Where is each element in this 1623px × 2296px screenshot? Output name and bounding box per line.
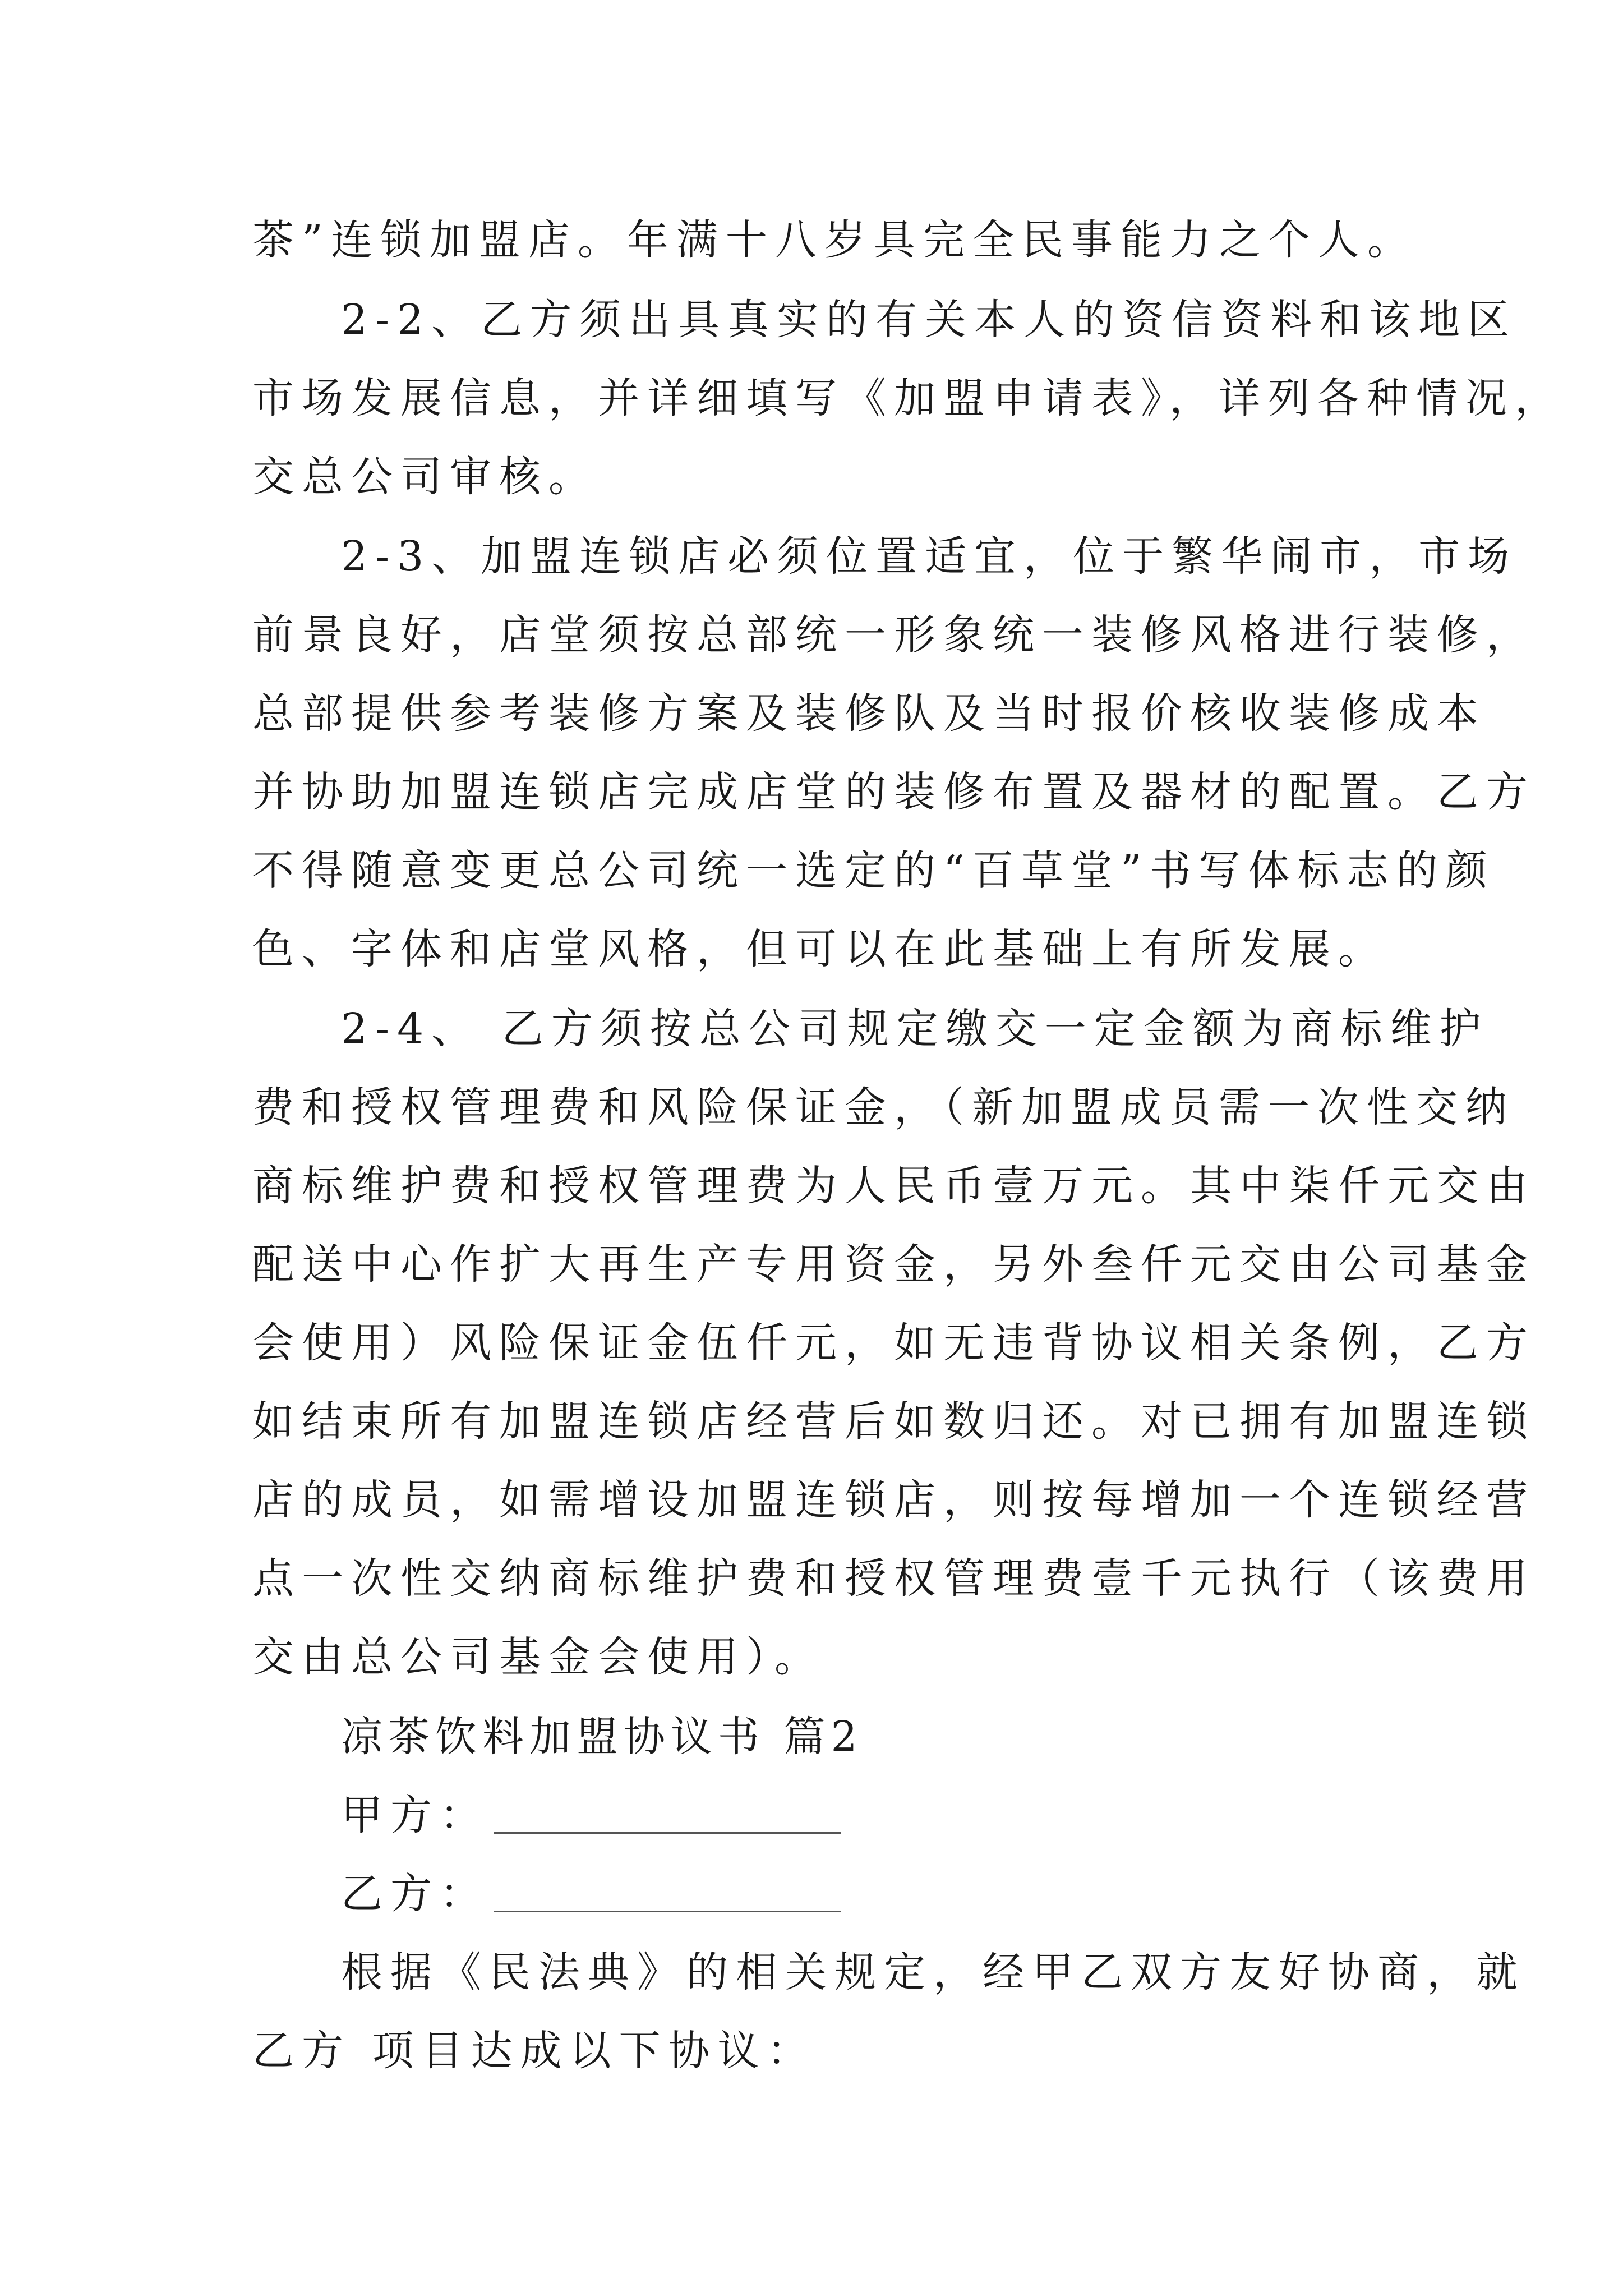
party-b-line — [341, 1866, 841, 1922]
clause-2-3-line: 2-3、加盟连锁店必须位置适宜，位于繁华闹市，市场 — [341, 532, 1518, 581]
text-line: 茶”连锁加盟店。年满十八岁具完全民事能力之个人。 — [252, 216, 1417, 264]
party-b-label: 乙方： — [341, 1870, 489, 1918]
text-line: 交由总公司基金会使用）。 — [252, 1633, 824, 1681]
text-line: 色、字体和店堂风格，但可以在此基础上有所发展。 — [252, 925, 1387, 973]
text-line: 市场发展信息，并详细填写《加盟申请表》，详列各种情况， — [252, 374, 1564, 422]
text-line: 不得随意变更总公司统一选定的“百草堂”书写体标志的颜 — [252, 846, 1495, 895]
party-a-line — [341, 1787, 841, 1843]
text-line: 费和授权管理费和风险保证金，（新加盟成员需一次性交纳 — [252, 1083, 1515, 1131]
text-line: 前景良好，店堂须按总部统一形象统一装修风格进行装修， — [252, 611, 1536, 659]
party-a-blank — [494, 1793, 841, 1834]
text-line: 交总公司审核。 — [252, 453, 598, 501]
text-line: 乙方 项目达成以下协议： — [252, 2027, 817, 2075]
text-line: 并协助加盟连锁店完成店堂的装修布置及器材的配置。乙方 — [252, 768, 1536, 816]
clause-2-2-line: 2-2、乙方须出具真实的有关本人的资信资料和该地区 — [341, 296, 1518, 344]
party-a-label: 甲方： — [341, 1791, 489, 1839]
text-line: 会使用）风险保证金伍仟元，如无违背协议相关条例，乙方 — [252, 1319, 1536, 1367]
party-b-blank — [494, 1871, 841, 1912]
text-line: 点一次性交纳商标维护费和授权管理费壹千元执行（该费用 — [252, 1554, 1536, 1603]
text-line: 店的成员，如需增设加盟连锁店，则按每增加一个连锁经营 — [252, 1476, 1536, 1524]
clause-2-4-line: 2-4、 乙方须按总公司规定缴交一定金额为商标维护 — [341, 1005, 1489, 1053]
text-line: 总部提供参考装修方案及装修队及当时报价核收装修成本 — [252, 689, 1486, 738]
text-line: 商标维护费和授权管理费为人民币壹万元。其中柒仟元交由 — [252, 1162, 1536, 1210]
text-line: 配送中心作扩大再生产专用资金，另外叁仟元交由公司基金 — [252, 1240, 1536, 1289]
text-line: 如结束所有加盟连锁店经营后如数归还。对已拥有加盟连锁 — [252, 1397, 1536, 1446]
text-line: 根据《民法典》的相关规定，经甲乙双方友好协商，就 — [341, 1948, 1525, 1996]
section-heading: 凉茶饮料加盟协议书 篇2 — [341, 1713, 863, 1761]
